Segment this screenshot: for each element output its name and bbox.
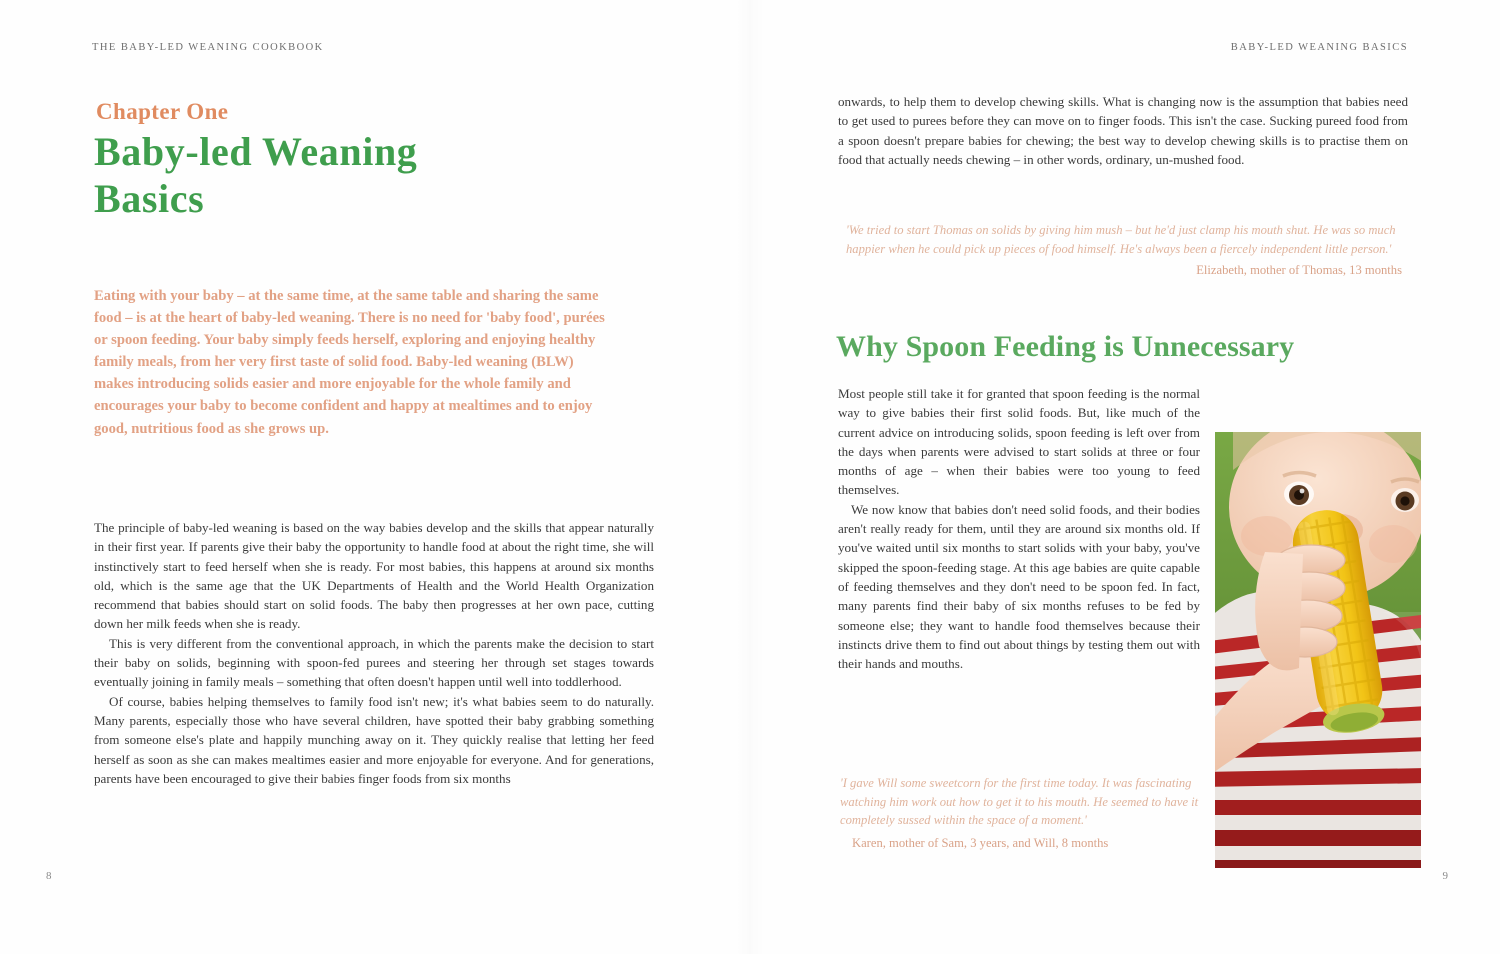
page-number-left: 8 bbox=[46, 870, 52, 882]
body-paragraph: Of course, babies helping themselves to family food isn't new; it's what babies seem to do naturally. Many parents, especially those who have several children, have spotted their baby grabbing something from someone else's plate and happily munching away on it. They quickly realise that letting her feed herself as soon as she can makes mealtimes easier and more enjoyable for everyone. And for generations, parents have been encouraged to give their babies finger foods from six months bbox=[94, 693, 654, 786]
pull-quote-attribution: Karen, mother of Sam, 3 years, and Will, 8 months bbox=[852, 835, 1109, 850]
chapter-standfirst: Eating with your baby – at the same time, at the same table and sharing the same food – is at the heart of baby-led weaning. There is no need for 'baby food', purées or spoon feeding. Your baby simply feeds herself, exploring and enjoying healthy family meals, from her very first taste of solid food. Baby-led weaning (BLW) makes introducing solids easier and more enjoyable for the whole family and encourages your baby to become confident and happy at mealtimes and to enjoy good, nutritious food as she grows up. bbox=[94, 288, 605, 437]
chapter-eyebrow: Chapter One bbox=[96, 99, 229, 124]
pull-quote-text: 'We tried to start Thomas on solids by giving him mush – but he'd just clamp his mouth shut. He was so much happier when he could pick up pieces of food himself. He's always been a fiercely independent little person.' bbox=[846, 223, 1396, 256]
body-paragraph: This is very different from the conventional approach, in which the parents make the decision to start their baby on solids, beginning with spoon-fed purees and steering her through set stages towards eventually joining in family meals – something that often doesn't happen until well into toddlerhood. bbox=[94, 635, 654, 690]
left-body-column bbox=[94, 518, 654, 788]
chapter-title-line-1: Baby-led Weaning bbox=[94, 129, 418, 174]
page-number-right: 9 bbox=[1442, 870, 1448, 882]
pull-quote-text: 'I gave Will some sweetcorn for the first time today. It was fascinating watching him work out how to get it to his mouth. He seemed to have it completely sussed within the space of a moment.' bbox=[840, 776, 1199, 828]
body-paragraph: Most people still take it for granted that spoon feeding is the normal way to give babies their first solid foods. But, like much of the current advice on introducing solids, spoon feeding is left over from the days when parents were advised to start solids at three or four months of age – when their babies were too young to feed themselves. bbox=[838, 386, 1200, 498]
section-heading: Why Spoon Feeding is Unnecessary bbox=[836, 330, 1295, 363]
body-paragraph: The principle of baby-led weaning is based on the way babies develop and the skills that appear naturally in their first year. If parents give their baby the opportunity to handle food at about the right time, she will instinctively start to feed herself when she is ready. For most babies, this happens at around six months old, which is the same age that the UK Departments of Health and the World Health Organization recommend that babies should start on solid foods. The baby then progresses at her own pace, cutting down her milk feeds when she is ready. bbox=[94, 520, 654, 632]
pull-quote-attribution: Elizabeth, mother of Thomas, 13 months bbox=[1196, 263, 1402, 278]
body-paragraph: onwards, to help them to develop chewing skills. What is changing now is the assumption that babies need to get used to purees before they can move on to finger foods. This isn't the case. Sucking pureed food from a spoon doesn't prepare babies for chewing; the best way to develop chewing skills is to practise them on food that actually needs chewing – in other words, ordinary, un-mushed food. bbox=[838, 94, 1408, 167]
baby-eating-corn-photo bbox=[1215, 432, 1421, 868]
photo-illustration bbox=[1215, 432, 1421, 868]
running-head-right: BABY-LED WEANING BASICS bbox=[1230, 42, 1408, 53]
running-head-left: THE BABY-LED WEANING COOKBOOK bbox=[92, 42, 324, 53]
pull-quote-bottom bbox=[840, 774, 1220, 852]
chapter-title bbox=[94, 128, 654, 222]
right-continuation-paragraph bbox=[838, 92, 1408, 169]
chapter-title-line-2: Basics bbox=[94, 176, 205, 221]
pull-quote-top bbox=[846, 221, 1402, 280]
body-paragraph: We now know that babies don't need solid foods, and their bodies aren't really ready for them, until they are around six months old. If you've waited until six months to start solids with your baby, you've skipped the spoon-feeding stage. At this age babies are quite capable of feeding themselves and they don't need to be spoon fed. In fact, many parents find their baby of six months refuses to be fed by someone else; they want to handle food themselves because their instincts drive them to find out about things by testing them out with their hands and mouths. bbox=[838, 501, 1200, 672]
